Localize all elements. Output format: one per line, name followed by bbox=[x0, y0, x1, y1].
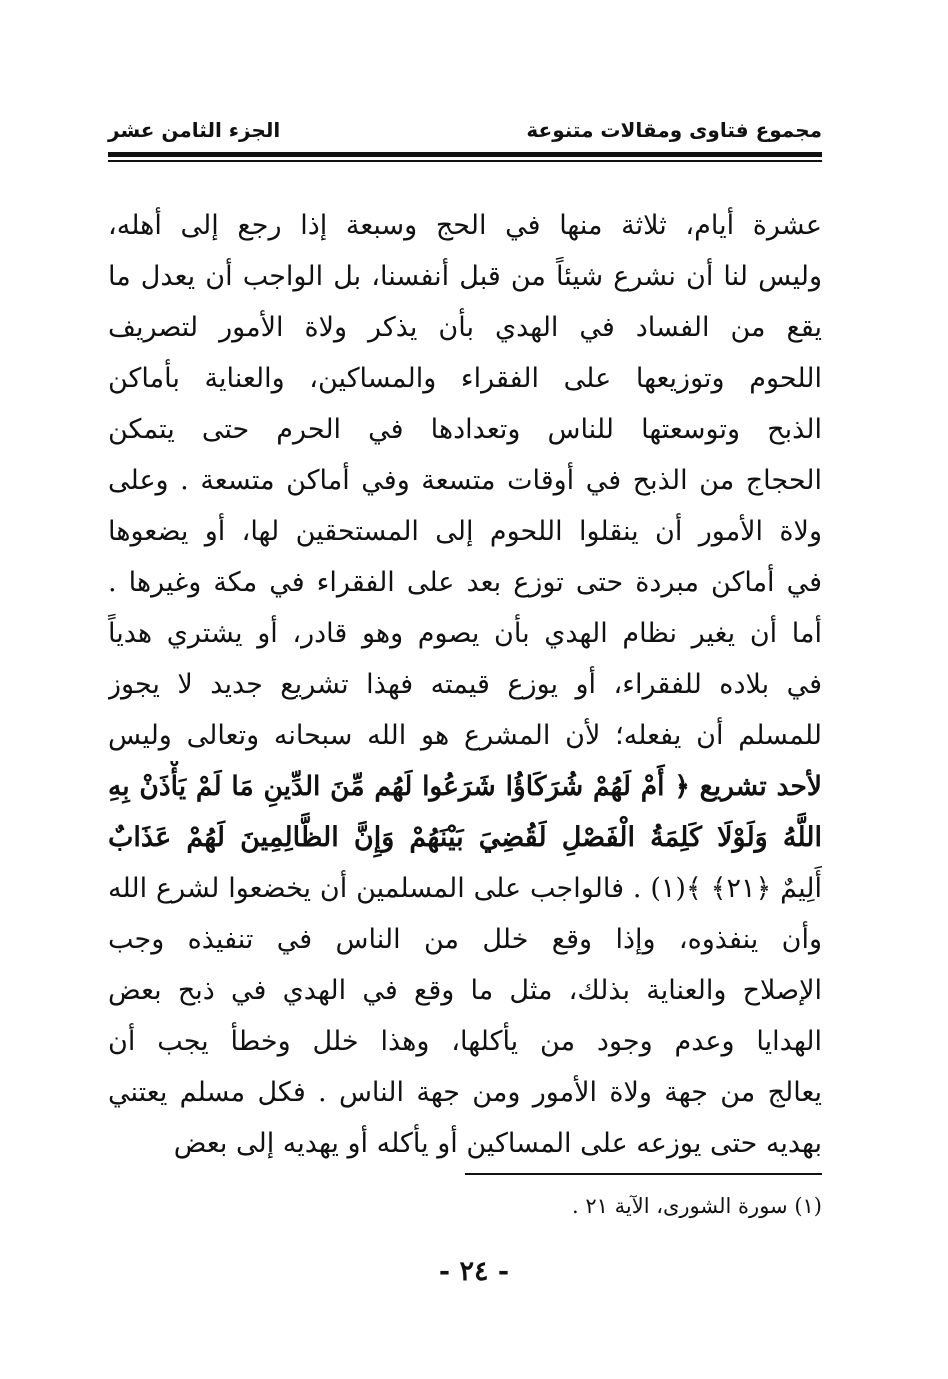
text-line: للمسلم أن يفعله؛ لأن المشرع هو الله سبحانه وتعالى وليس bbox=[108, 720, 822, 751]
header-rule-thin bbox=[108, 160, 822, 162]
page-number: - ٢٤ - bbox=[438, 1256, 510, 1287]
text-line: الهدايا وعدم وجود من يأكلها، وهذا خلل وخطأ يجب أن bbox=[108, 1026, 822, 1057]
text-line: أما أن يغير نظام الهدي بأن يصوم وهو قادر، أو يشتري هدياً bbox=[108, 618, 822, 649]
text-line: في بلاده للفقراء، أو يوزع قيمته فهذا تشريع جديد لا يجوز bbox=[108, 669, 822, 700]
text-line: وأن ينفذوه، وإذا وقع خلل من الناس في تنفيذه وجب bbox=[108, 924, 822, 955]
text-line: يعالج من جهة ولاة الأمور ومن جهة الناس . فكل مسلم يعتني bbox=[108, 1077, 822, 1108]
text-line: اللحوم وتوزيعها على الفقراء والمساكين، والعناية بأماكن bbox=[108, 363, 822, 394]
text-line: أَلِيمٌ ﴿٢١﴾ ﴾(١) . فالواجب على المسلمين أن يخضعوا لشرع الله bbox=[108, 873, 822, 904]
body-text bbox=[108, 200, 822, 1169]
text-line: وليس لنا أن نشرع شيئاً من قبل أنفسنا، بل الواجب أن يعدل ما bbox=[108, 261, 822, 292]
header-rule-thick bbox=[108, 152, 822, 157]
quran-verse-line: اللَّهُ وَلَوْلَا كَلِمَةُ الْفَصْلِ لَقُضِيَ بَيْنَهُمْ وَإِنَّ الظَّالِمِينَ لَهُمْ عَذَابٌ bbox=[108, 822, 822, 853]
text-line: الذبح وتوسعتها للناس وتعدادها في الحرم حتى يتمكن bbox=[108, 414, 822, 445]
quran-verse-line: لأحد تشريع ﴿ أَمْ لَهُمْ شُرَكَاؤُا شَرَعُوا لَهُم مِّنَ الدِّينِ مَا لَمْ يَأْذَنْ بِهِ bbox=[108, 771, 822, 802]
text-line: ولاة الأمور أن ينقلوا اللحوم إلى المستحقين لها، أو يضعوها bbox=[108, 516, 822, 547]
text-line: الإصلاح والعناية بذلك، مثل ما وقع في الهدي في ذبح بعض bbox=[108, 975, 822, 1006]
text-line: يقع من الفساد في الهدي بأن يذكر ولاة الأمور لتصريف bbox=[108, 312, 822, 343]
page-header bbox=[108, 118, 822, 150]
footnote: (١) سورة الشورى، الآية ٢١ . bbox=[572, 1194, 822, 1218]
text-line: عشرة أيام، ثلاثة منها في الحج وسبعة إذا رجع إلى أهله، bbox=[108, 210, 822, 241]
text-line: الحجاج من الذبح في أوقات متسعة وفي أماكن متسعة . وعلى bbox=[108, 465, 822, 496]
text-line: في أماكن مبردة حتى توزع بعد على الفقراء في مكة وغيرها . bbox=[108, 567, 822, 598]
volume-label: الجزء الثامن عشر bbox=[108, 118, 281, 142]
book-title: مجموع فتاوى ومقالات متنوعة bbox=[526, 118, 822, 142]
footnote-rule bbox=[465, 1173, 822, 1175]
text-line: بهديه حتى يوزعه على المساكين أو يأكله أو يهديه إلى بعض bbox=[173, 1128, 822, 1159]
